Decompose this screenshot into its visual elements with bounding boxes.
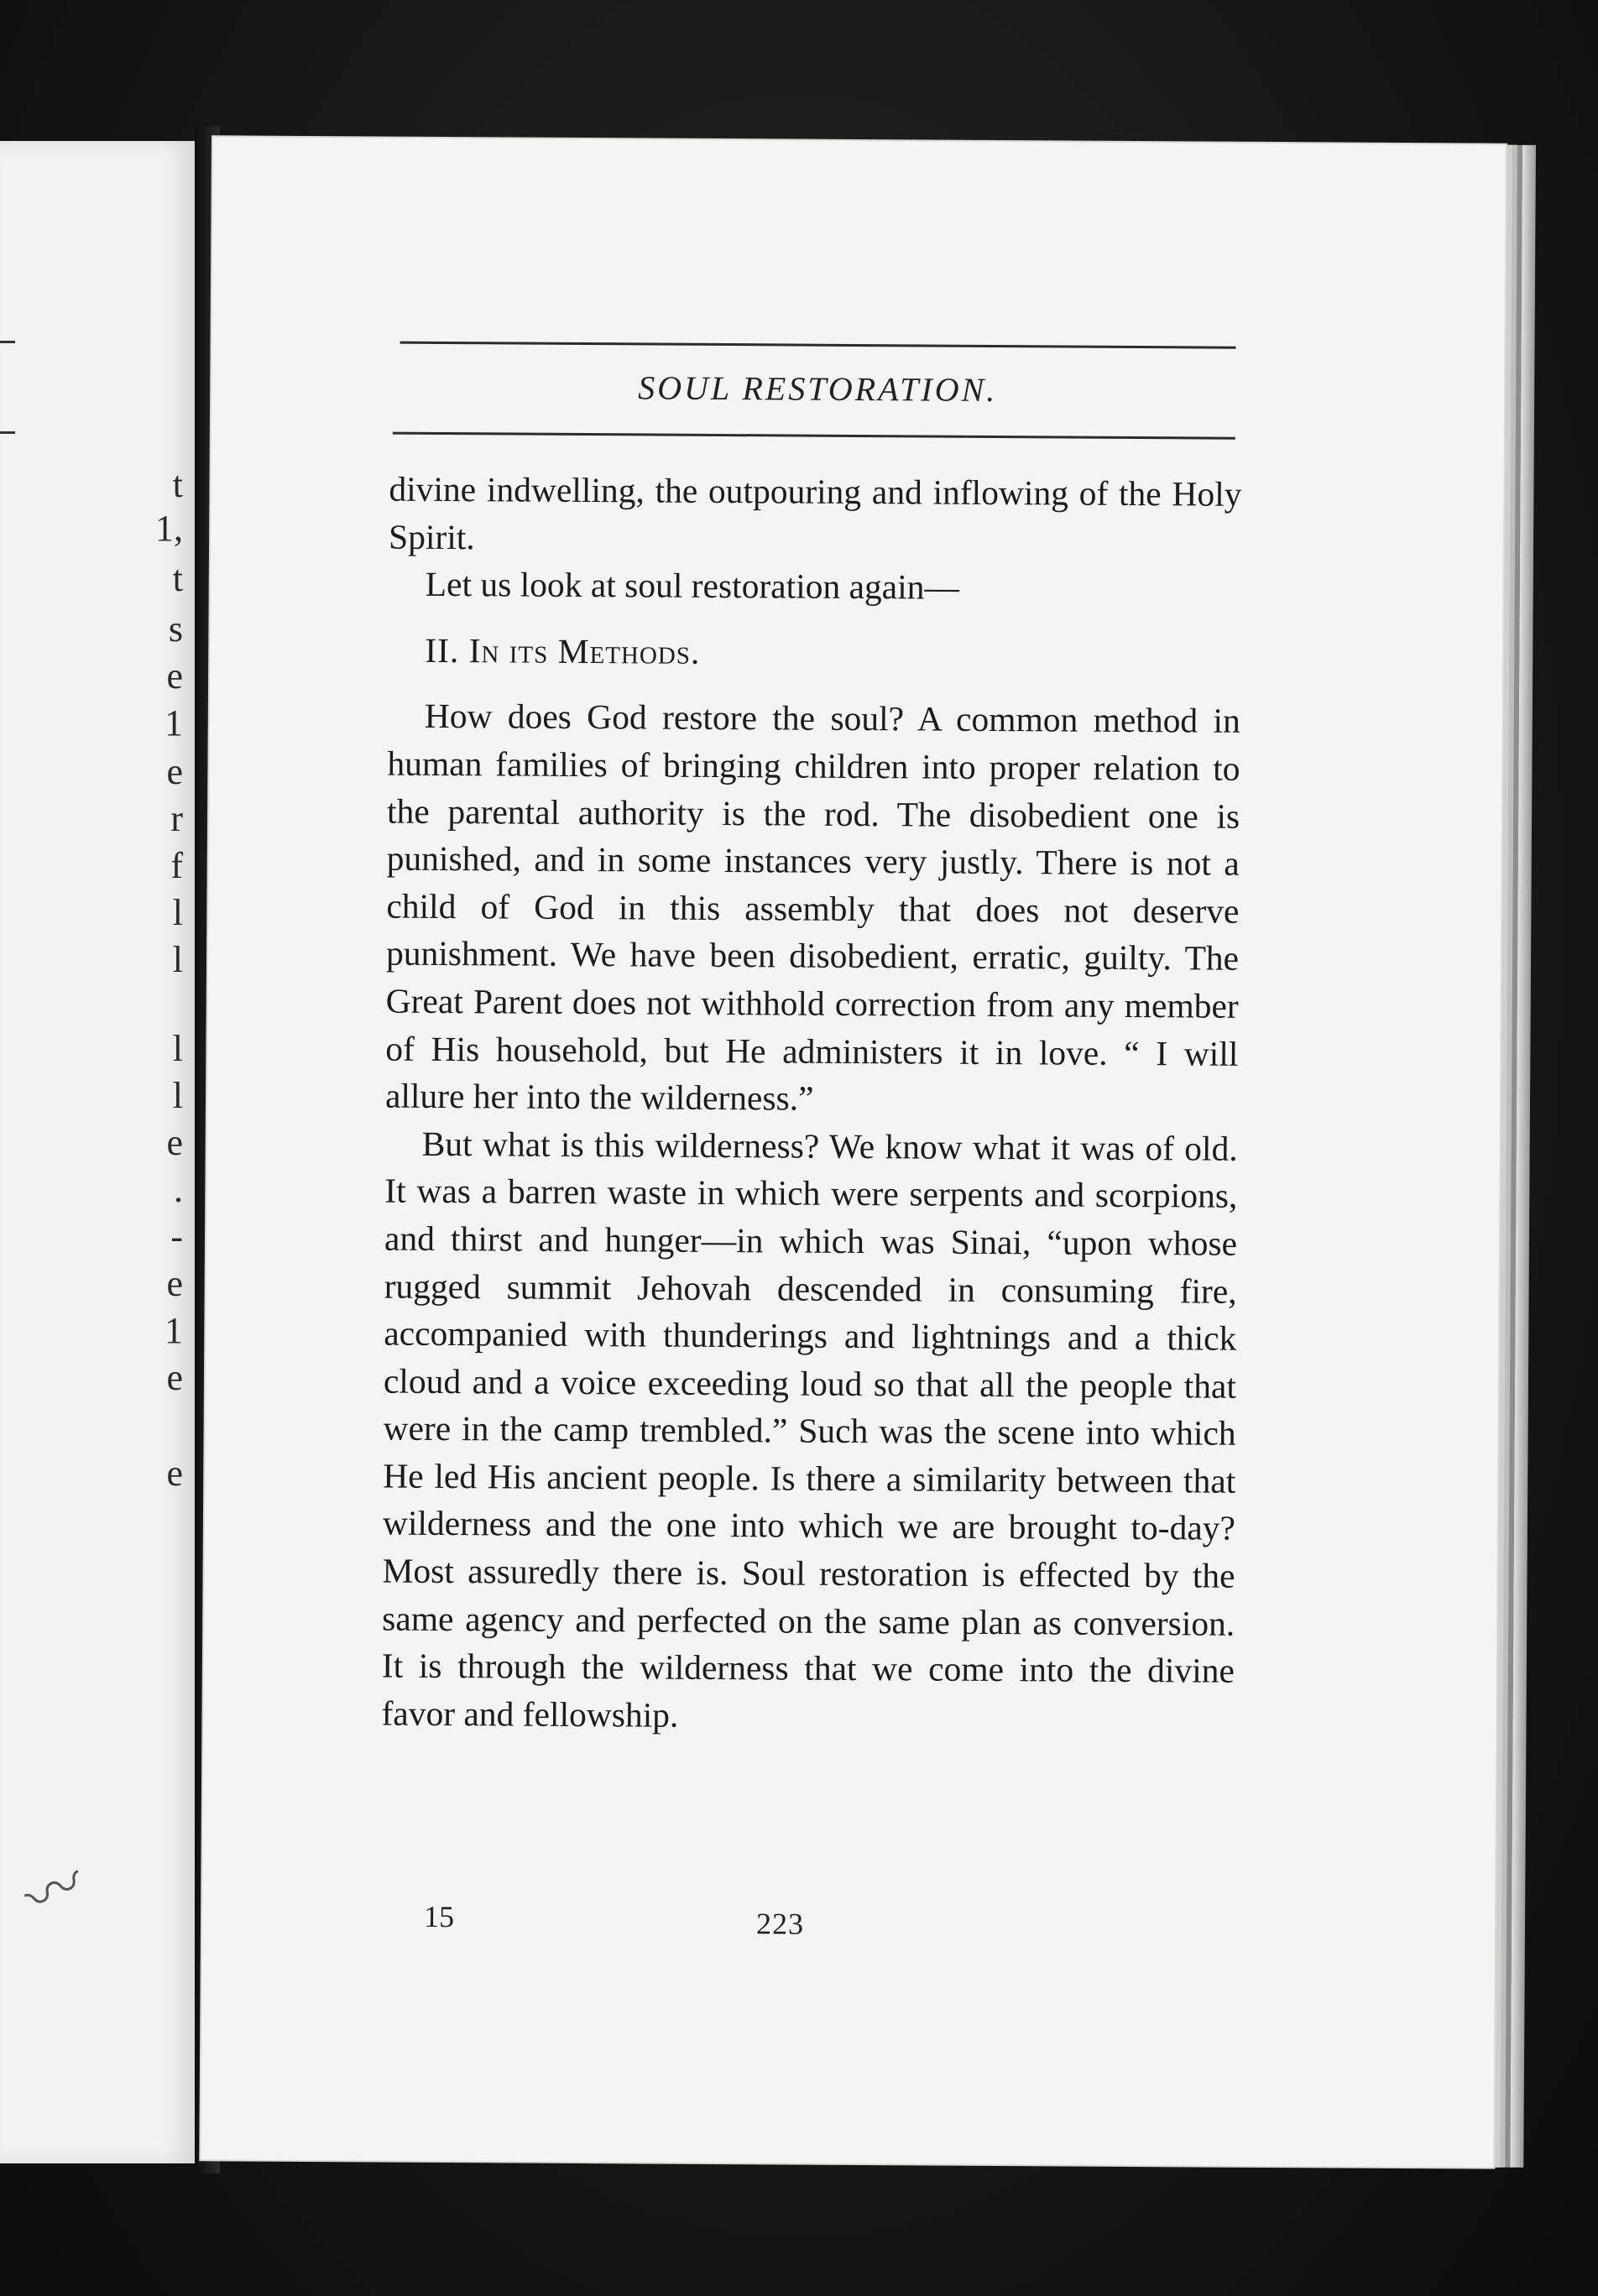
facing-page-rule: [0, 431, 15, 434]
facing-page-rule: [0, 341, 15, 343]
header-rule-top: [400, 342, 1236, 349]
page-body: [381, 466, 1241, 1743]
facing-page-char: -: [170, 1216, 183, 1257]
paragraph: But what is this wilderness? We know what it was of old. It was a barren waste in which were serpents and scorpions, and thirst and hunger—in which was Sinai, “upon whose rugged summit Jehovah descended in consuming fire, accompanied with thunderings and lightnings and a thick cloud and a voice exceeding loud so that all the people that were in the camp trembled.” Such was the scene into which He led His ancient people. Is there a similarity between that wilderness and the one into which we are brought to-day? Most assuredly there is. Soul restoration is effected by the same agency and perfected on the same plan as conversion. It is through the wilderness that we come into the divine favor and fellowship.: [381, 1124, 1238, 1735]
facing-page-char: t: [172, 558, 183, 599]
facing-page-char: 1,: [155, 508, 183, 549]
facing-page-char: l: [172, 939, 183, 980]
facing-page-char: .: [174, 1169, 183, 1210]
book-page: [201, 137, 1506, 2167]
facing-page-char: e: [166, 655, 183, 697]
page-number: 223: [755, 1907, 805, 1941]
facing-page-char: 1: [164, 702, 183, 744]
pencil-mark-icon: 〰: [13, 1847, 97, 1935]
paragraph: divine indwelling, the outpouring and inflowing of the Holy Spirit.: [388, 469, 1242, 556]
running-head: SOUL RESTORATION.: [638, 368, 998, 410]
facing-page-char: t: [172, 464, 183, 505]
section-heading: II. In its Methods.: [425, 630, 701, 671]
paragraph: How does God restore the soul? A common method in human families of bringing children into proper relation to the parental authority is the rod. The disobedient one is punished, and in some instances very justly. There is not a child of God in this assembly that does not deserve punishment. We have been disobedient, erratic, guilty. The Great Parent does not withhold correction from any member of His household, but He administers it in love. “ I will allure her into the wilderness.”: [384, 697, 1240, 1118]
facing-page-char: e: [166, 1122, 183, 1163]
facing-page-char: l: [172, 1028, 183, 1069]
facing-page-fragment: [0, 141, 200, 2163]
facing-page-char: 1: [164, 1310, 183, 1351]
signature-mark: 15: [423, 1899, 455, 1934]
facing-page-char: f: [170, 845, 183, 886]
facing-page-char: e: [166, 1263, 183, 1304]
paragraph: Let us look at soul restoration again—: [425, 565, 960, 607]
header-rule-bottom: [393, 432, 1235, 440]
facing-page-char: e: [166, 751, 183, 792]
facing-page-char: e: [166, 1357, 183, 1398]
facing-page-char: l: [172, 1075, 183, 1116]
facing-page-char: l: [172, 892, 183, 933]
facing-page-char: r: [170, 798, 183, 839]
facing-page-char: s: [168, 608, 183, 650]
facing-page-char: e: [166, 1453, 183, 1494]
